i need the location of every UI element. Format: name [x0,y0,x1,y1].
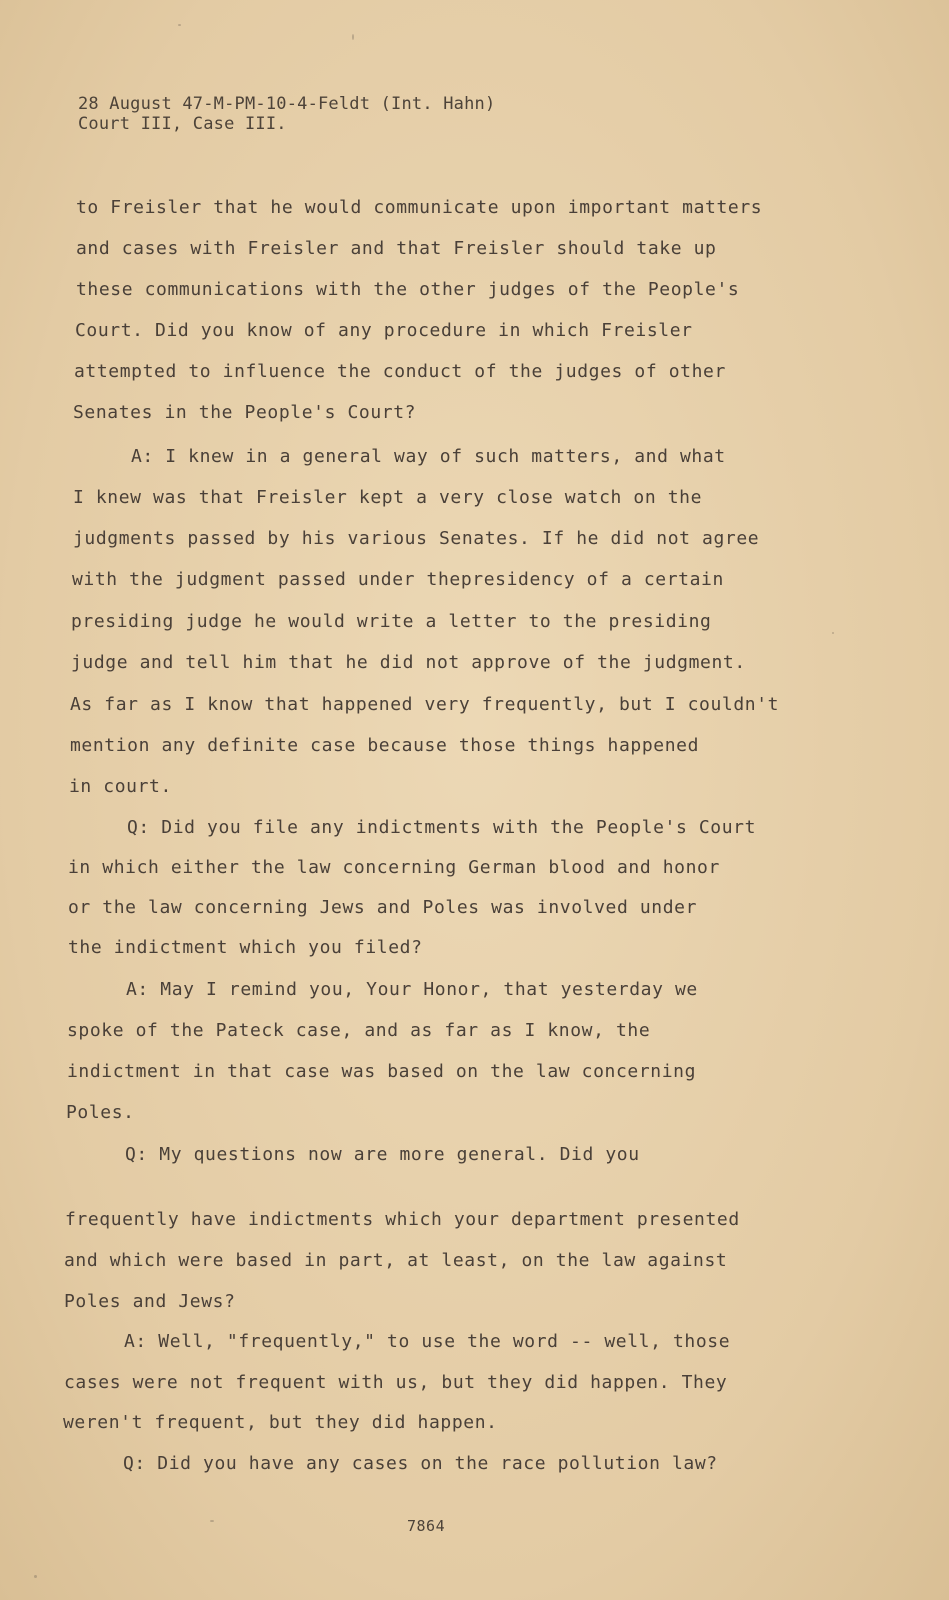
header-line-2: Court III, Case III. [78,114,287,134]
body-line: with the judgment passed under thepresidency of a certain [72,569,724,590]
body-line: frequently have indictments which your department presented [65,1209,740,1230]
body-line: in which either the law concerning German blood and honor [68,857,720,878]
body-line: indictment in that case was based on the law concerning [67,1061,697,1082]
body-line: judge and tell him that he did not approve of the judgment. [71,652,746,673]
page-number: 7864 [407,1517,446,1535]
paper-speck [832,632,834,634]
body-line: to Freisler that he would communicate upon important matters [76,197,763,218]
body-line: Senates in the People's Court? [73,402,417,423]
body-line: judgments passed by his various Senates. If he did not agree [73,528,760,549]
paper-speck [34,1575,37,1578]
body-line: Court. Did you know of any procedure in which Freisler [75,320,693,341]
body-line: cases were not frequent with us, but they did happen. They [64,1372,728,1393]
body-line: or the law concerning Jews and Poles was involved under [68,897,698,918]
body-line: and cases with Freisler and that Freisler should take up [76,238,717,259]
paper-speck [352,34,354,40]
body-line: weren't frequent, but they did happen. [63,1412,498,1433]
body-line: A: Well, "frequently," to use the word -- well, those [124,1331,731,1352]
header-line-1: 28 August 47-M-PM-10-4-Feldt (Int. Hahn) [78,94,496,114]
body-line: Q: Did you have any cases on the race pollution law? [123,1453,718,1474]
paper-speck [210,1520,214,1522]
document-header [78,94,495,134]
body-line: presiding judge he would write a letter to the presiding [71,611,712,632]
body-line: Poles. [66,1102,135,1123]
body-line: A: May I remind you, Your Honor, that yesterday we [126,979,698,1000]
body-line: in court. [69,776,172,797]
paper-speck [178,24,181,26]
body-line: attempted to influence the conduct of the judges of other [74,361,726,382]
body-line: spoke of the Pateck case, and as far as I know, the [67,1020,651,1041]
body-line: As far as I know that happened very frequently, but I couldn't [70,694,780,715]
body-line: Poles and Jews? [64,1291,236,1312]
body-line: I knew was that Freisler kept a very close watch on the [73,487,703,508]
body-line: Q: My questions now are more general. Did you [125,1144,640,1165]
body-line: Q: Did you file any indictments with the People's Court [127,817,757,838]
body-line: mention any definite case because those things happened [70,735,700,756]
body-line: these communications with the other judges of the People's [76,279,740,300]
body-line: the indictment which you filed? [68,937,423,958]
body-line: and which were based in part, at least, on the law against [64,1250,728,1271]
body-line: A: I knew in a general way of such matters, and what [131,446,726,467]
